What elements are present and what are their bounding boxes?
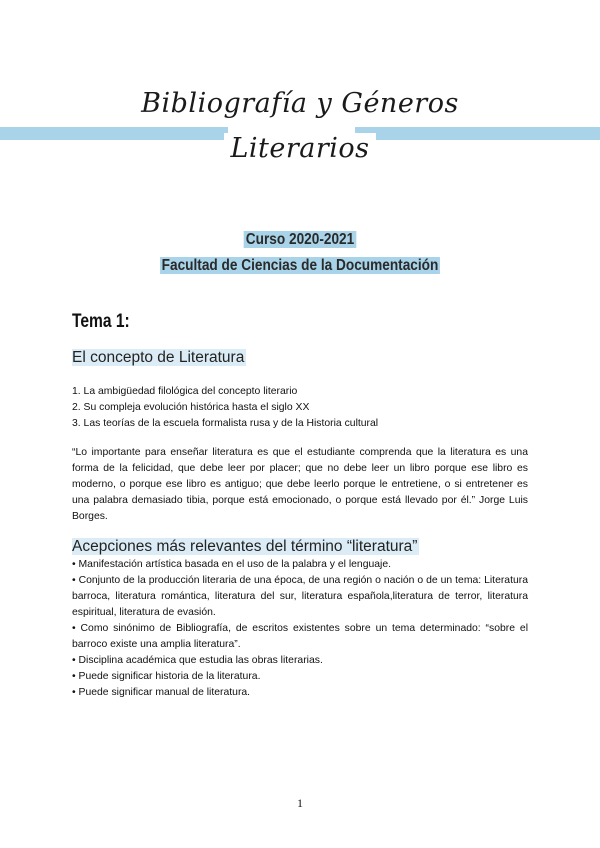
course-year [36, 231, 564, 249]
list-item: 2. Su compleja evolución histórica hasta el siglo XX [72, 402, 310, 413]
list-item: • Disciplina académica que estudia las obras literarias. [72, 655, 323, 666]
document-title-line2-text: Literarios [224, 133, 375, 164]
section-heading-concept-text: El concepto de Literatura [72, 349, 245, 366]
numbered-list [72, 384, 378, 432]
list-item: 1. La ambigüedad filológica del concepto literario [72, 386, 298, 397]
section-heading-meanings [72, 538, 419, 556]
topic-heading: Tema 1: [72, 311, 130, 332]
bullet-list [72, 557, 528, 701]
list-item: 3. Las teorías de la escuela formalista rusa y de la Historia cultural [72, 418, 379, 429]
course-faculty [36, 257, 564, 275]
list-item: • Puede significar historia de la literatura. [72, 671, 261, 682]
list-item: • Conjunto de la producción literaria de una época, de una región o nación o de un tema: Literatura barroca, literatura romántica, literatura del sur, literatura española,literatura de terror, literatura espiritual, literatura de evasión. [72, 575, 528, 618]
document-title-line1: Bibliografía y Géneros [141, 88, 459, 119]
list-item: • Manifestación artística basada en el uso de la palabra y el lenguaje. [72, 559, 392, 570]
list-item: • Puede significar manual de literatura. [72, 687, 251, 698]
list-item: • Como sinónimo de Bibliografía, de escritos existentes sobre un tema determinado: “sobre el barroco existe una amplia literatura”. [72, 623, 528, 650]
section-heading-meanings-text: Acepciones más relevantes del término “literatura” [72, 538, 418, 555]
page-number: 1 [297, 796, 303, 810]
course-faculty-text: Facultad de Ciencias de la Documentación [161, 257, 439, 274]
document-title-line2 [0, 133, 600, 164]
section-heading-concept [72, 349, 246, 367]
course-year-text: Curso 2020-2021 [245, 231, 355, 248]
borges-quote: “Lo importante para enseñar literatura es que el estudiante comprenda que la literatura es una forma de la felicidad, que debe leer por placer; que no debe leer un libro porque ese libro es moderno, o porque ese libro es antiguo; que debe leerlo porque le entretiene, o si entretener es una palabra demasiado tibia, porque está emocionado, o porque está llevado por él.” Jorge Luis Borges. [72, 447, 528, 522]
